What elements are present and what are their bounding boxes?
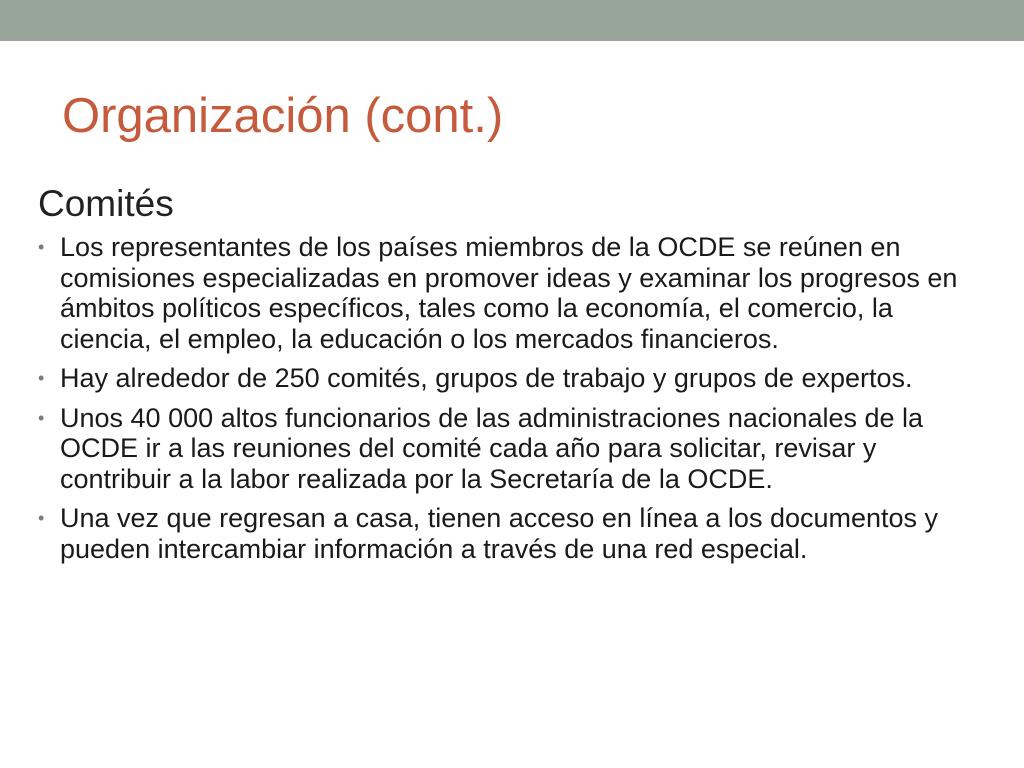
slide-content — [38, 180, 968, 573]
bullet-text: Hay alrededor de 250 comités, grupos de trabajo y grupos de expertos. — [60, 363, 913, 393]
bullet-item — [38, 403, 968, 495]
bullet-dot-icon: • — [38, 407, 45, 428]
section-heading: Comités — [38, 183, 174, 224]
bullet-item — [38, 232, 968, 354]
bullet-text: Unos 40 000 altos funcionarios de las administraciones nacionales de la OCDE ir a las reuniones del comité cada año para solicitar, revisar y contribuir a la labor realizada por la Secretaría de la OCDE. — [60, 402, 924, 494]
bullet-text: Una vez que regresan a casa, tienen acceso en línea a los documentos y pueden intercambiar información a través de una red especial. — [60, 503, 939, 564]
bullet-list — [38, 232, 968, 564]
bullet-dot-icon: • — [38, 508, 45, 528]
bullet-item — [38, 503, 968, 564]
bullet-text: Los representantes de los países miembros de la OCDE se reúnen en comisiones especializadas en promover ideas y examinar los progresos en ámbitos políticos específicos, tales como la economía, el comercio, la ciencia, el empleo, la educación o los mercados financieros. — [60, 232, 958, 354]
bullet-dot-icon: • — [38, 237, 45, 257]
slide-title: Organización (cont.) — [62, 89, 504, 143]
top-decorative-band — [0, 0, 1024, 41]
bullet-item — [38, 363, 968, 394]
bullet-dot-icon: • — [38, 368, 45, 388]
